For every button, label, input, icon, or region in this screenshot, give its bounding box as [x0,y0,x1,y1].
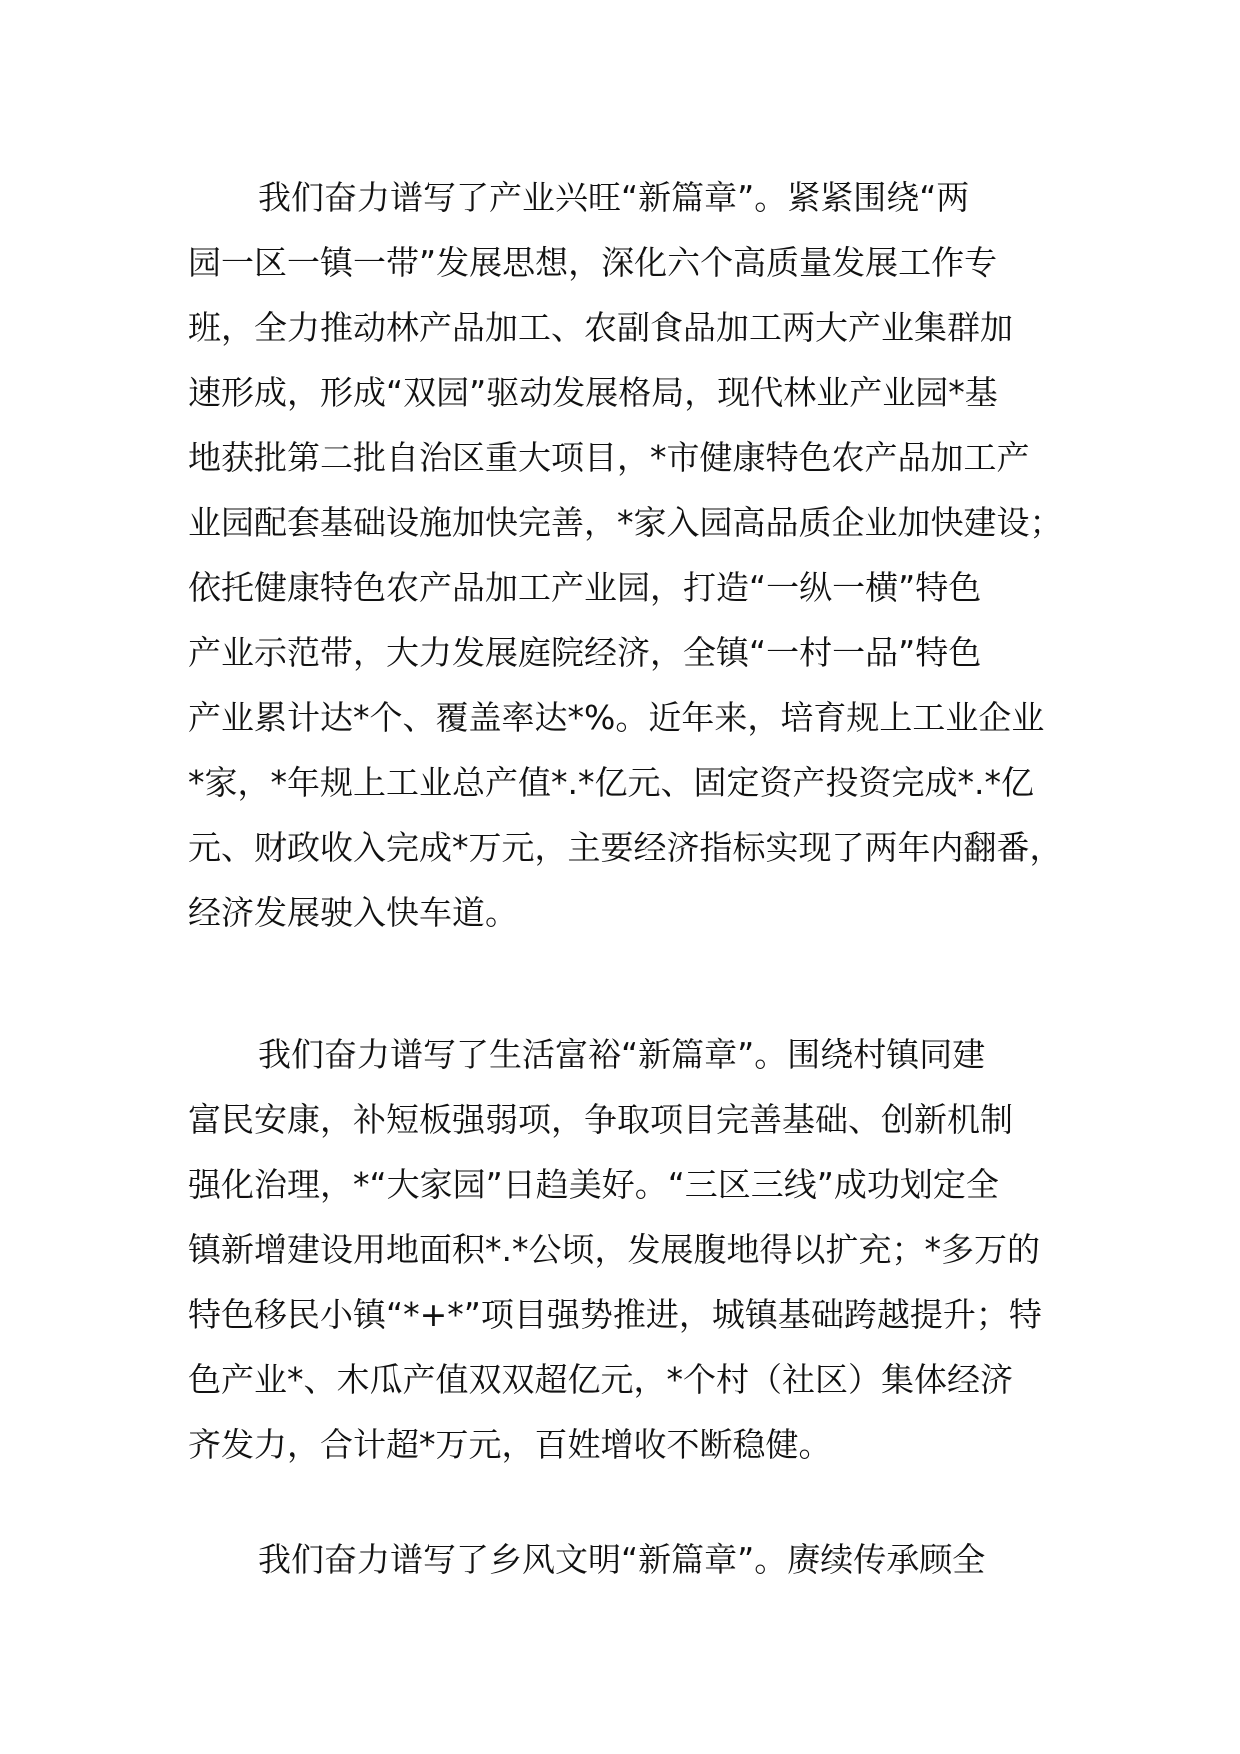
paragraph-line: 元、财政收入完成*万元，主要经济指标实现了两年内翻番， [188,828,1063,867]
paragraph-civilized-rural-customs [188,1527,1088,1592]
paragraph-line: 业园配套基础设施加快完善，*家入园高品质企业加快建设； [188,503,1063,542]
paragraph-line: 齐发力，合计超*万元，百姓增收不断稳健。 [188,1425,832,1464]
paragraph-line: 强化治理，*“大家园”日趋美好。“三区三线”成功划定全 [188,1165,999,1204]
paragraph-line: 产业累计达*个、覆盖率达*%。近年来，培育规上工业企业 [188,698,1045,737]
paragraph-line: 园一区一镇一带”发展思想，深化六个高质量发展工作专 [188,243,998,282]
paragraph-line: 我们奋力谱写了乡风文明“新篇章”。赓续传承顾全 [258,1540,986,1579]
paragraph-line: 富民安康，补短板强弱项，争取项目完善基础、创新机制 [188,1100,1013,1139]
paragraph-line: 班，全力推动林产品加工、农副食品加工两大产业集群加 [188,308,1013,347]
paragraph-line: *家，*年规上工业总产值*.*亿元、固定资产投资完成*.*亿 [188,763,1034,802]
paragraph-line: 我们奋力谱写了生活富裕“新篇章”。围绕村镇同建 [258,1035,986,1074]
paragraph-line: 我们奋力谱写了产业兴旺“新篇章”。紧紧围绕“两 [258,178,970,217]
paragraph-line: 特色移民小镇“*+*”项目强势推进，城镇基础跨越提升；特 [188,1295,1042,1334]
paragraph-line: 色产业*、木瓜产值双双超亿元，*个村（社区）集体经济 [188,1360,1013,1399]
paragraph-line: 经济发展驶入快车道。 [188,893,518,932]
paragraph-line: 速形成，形成“双园”驱动发展格局，现代林业产业园*基 [188,373,998,412]
paragraph-prosperous-life [188,1022,1088,1477]
paragraph-line: 产业示范带，大力发展庭院经济，全镇“一村一品”特色 [188,633,982,672]
paragraph-line: 地获批第二批自治区重大项目，*市健康特色农产品加工产 [188,438,1030,477]
paragraph-industry-prosperity [188,165,1088,945]
paragraph-line: 镇新增建设用地面积*.*公顷，发展腹地得以扩充；*多万的 [188,1230,1040,1269]
paragraph-line: 依托健康特色农产品加工产业园，打造“一纵一横”特色 [188,568,982,607]
